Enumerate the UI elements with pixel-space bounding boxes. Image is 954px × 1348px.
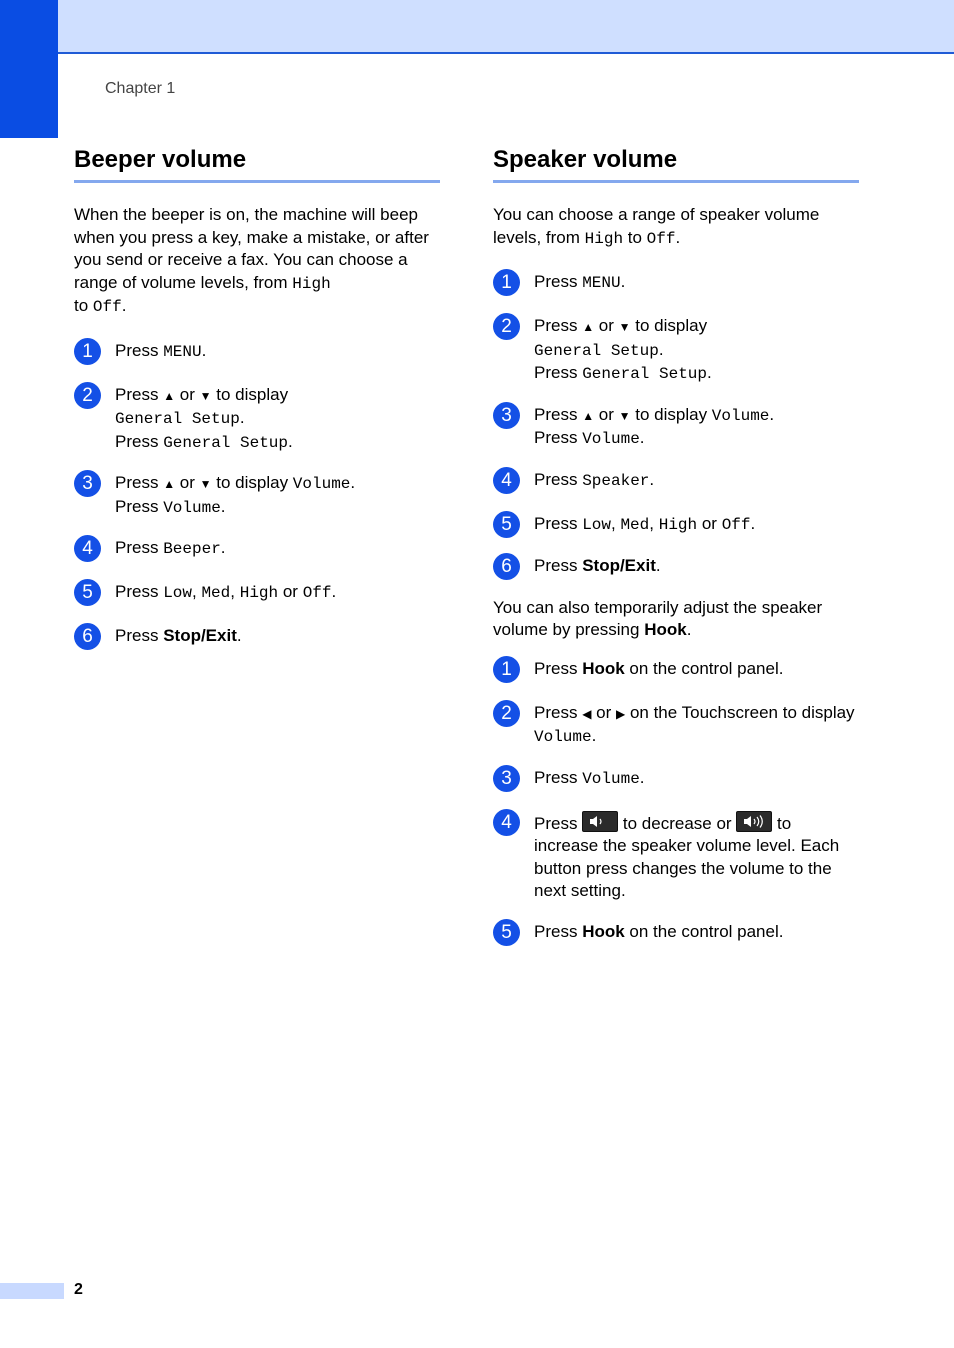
step-text: Press [534,702,583,722]
step-text: Press [534,513,583,533]
general-setup-option: General Setup [115,410,240,428]
step-number-6: 6 [493,553,520,580]
step-text: on the control panel. [624,921,784,941]
step-text: increase the speaker volume level. Each button press changes the volume to the next setting. [534,836,840,900]
up-arrow-icon: ▲ [582,408,595,423]
step-text: Press [534,469,583,489]
step-text: Press [115,340,164,360]
step-end: . [239,408,245,427]
step-number-4: 4 [74,535,101,562]
step-text: Press [534,363,583,382]
off-option: Off [92,298,122,316]
med-option: Med [201,584,231,602]
step-number-3: 3 [493,402,520,429]
intro-end: . [121,296,127,315]
off-option: Off [646,229,676,248]
step-text: Press [534,813,583,833]
step-text: Press [115,582,164,601]
volume-option: Volume [582,769,640,788]
step-text: Press [115,496,164,516]
footer-bar [0,1283,64,1299]
step-text: or [591,702,616,722]
up-arrow-icon: ▲ [163,388,176,403]
step-text: to display [630,404,712,424]
speaker-intro [493,204,859,250]
step-text: Press [115,473,164,492]
down-arrow-icon: ▼ [199,477,212,491]
general-setup-option: General Setup [534,341,659,360]
step-text: to display [630,316,708,335]
step-text: on the control panel. [624,658,784,678]
step-text: Press [534,921,583,941]
intro-to: to [623,227,647,247]
step-end: . [655,555,661,575]
step-text: Press [534,767,583,787]
chapter-tab [0,0,58,138]
beeper-section [74,145,440,651]
off-option: Off [721,515,751,534]
beeper-title: Beeper volume [74,145,440,183]
general-setup-option: General Setup [582,365,708,383]
step-end: . [331,582,337,601]
step-end: . [769,404,775,424]
intro-text: You can also temporarily adjust the speaker volume by pressing [493,597,823,639]
med-option: Med [620,515,650,534]
step-text: Press [534,555,583,575]
beeper-step-4 [74,537,440,563]
step-number-5: 5 [74,579,101,606]
stop-exit-key: Stop/Exit [163,626,237,645]
speaker-option: Speaker [582,471,650,490]
step-number-4: 4 [493,809,520,836]
volume-option: Volume [163,498,221,517]
menu-key: MENU [582,274,621,292]
volume-option: Volume [711,406,770,425]
high-option: High [658,515,698,534]
speaker-step-1 [493,271,859,297]
step-end: . [658,339,664,359]
step-text: to display [211,473,293,492]
intro-text: You can choose a range of speaker volume levels, from [493,205,820,247]
low-option: Low [582,515,611,534]
speaker-title: Speaker volume [493,145,859,183]
down-arrow-icon: ▼ [618,320,631,334]
hook-step-3 [493,767,859,793]
high-option: High [584,229,624,248]
down-arrow-icon: ▼ [199,388,212,403]
step-text: Press [534,428,583,447]
step-number-2: 2 [493,700,520,727]
hook-step-4 [493,811,859,903]
step-end: . [350,473,356,492]
step-number-4: 4 [493,467,520,494]
step-end: . [639,428,645,447]
step-end: . [288,431,293,451]
beeper-step-6 [74,625,440,651]
step-end: . [220,496,226,516]
volume-up-icon [736,811,772,832]
step-end: . [707,363,712,382]
hook-step-5 [493,921,859,947]
step-end: . [649,469,655,489]
step-number-3: 3 [74,470,101,497]
high-option: High [292,274,331,293]
beeper-option: Beeper [163,540,221,558]
chapter-label: Chapter 1 [105,80,176,97]
stop-exit-key: Stop/Exit [582,555,656,575]
volume-option: Volume [292,475,351,493]
step-text: Press [115,538,164,557]
step-text: Press [534,658,583,678]
intro-to: to [74,296,93,315]
step-text: Press [534,404,583,424]
volume-option: Volume [534,728,592,746]
beeper-step-5 [74,581,440,607]
hook-step-1 [493,658,859,684]
step-text: Press [115,431,164,451]
separator: , [649,513,659,533]
general-setup-option: General Setup [163,433,289,452]
step-text: or [175,384,200,404]
step-number-1: 1 [74,338,101,365]
step-text: or [594,404,619,424]
step-text: or [594,316,619,335]
intro-end: . [675,227,681,247]
step-text: on the Touchscreen to display [625,702,855,722]
off-option: Off [302,584,332,602]
step-text: Press [534,272,583,291]
step-number-2: 2 [493,313,520,340]
step-end: . [639,767,645,787]
low-option: Low [163,584,192,602]
beeper-step-3 [74,472,440,519]
step-number-2: 2 [74,382,101,409]
up-arrow-icon: ▲ [163,477,176,491]
hook-key: Hook [582,658,625,678]
page-number: 2 [74,1281,83,1298]
step-end: . [750,513,756,533]
step-end: . [620,272,626,291]
step-text: to [772,813,792,833]
step-text: or [278,582,303,601]
separator: , [230,582,240,601]
step-text: or [697,513,722,533]
step-end: . [591,726,597,745]
down-arrow-icon: ▼ [618,408,631,423]
hook-step-2 [493,702,859,749]
speaker-step-2 [493,315,859,386]
intro-end: . [686,620,692,639]
step-end: . [201,340,207,360]
speaker-section [493,145,859,947]
beeper-step-1 [74,340,440,366]
up-arrow-icon: ▲ [582,320,595,334]
speaker-step-4 [493,469,859,495]
hook-key: Hook [582,921,625,941]
step-text: Press [534,316,583,335]
step-text: Press [115,384,164,404]
volume-down-icon [582,811,618,832]
step-number-3: 3 [493,765,520,792]
separator: , [611,513,621,533]
step-text: or [175,473,200,492]
left-arrow-icon: ◀ [582,706,592,721]
step-number-1: 1 [493,269,520,296]
step-text: Press [115,626,164,645]
speaker-step-3 [493,404,859,451]
step-number-5: 5 [493,919,520,946]
step-number-6: 6 [74,623,101,650]
step-number-1: 1 [493,656,520,683]
volume-option: Volume [582,430,640,448]
right-arrow-icon: ▶ [615,706,626,721]
high-option: High [239,584,279,602]
step-text: to display [211,384,289,404]
header-band [0,0,954,54]
step-end: . [236,626,242,645]
speaker-step-5 [493,513,859,539]
hook-intro [493,597,859,642]
beeper-intro [74,204,440,319]
step-end: . [220,538,226,557]
hook-key: Hook [644,620,687,639]
intro-text: When the beeper is on, the machine will beep when you press a key, make a mistake, or after you send or receive a fax. You can choose a range of volume levels, from [74,205,429,292]
separator: , [192,582,202,601]
step-number-5: 5 [493,511,520,538]
speaker-step-6 [493,555,859,581]
step-text: to decrease or [618,813,737,833]
beeper-step-2 [74,384,440,455]
menu-key: MENU [163,342,202,361]
